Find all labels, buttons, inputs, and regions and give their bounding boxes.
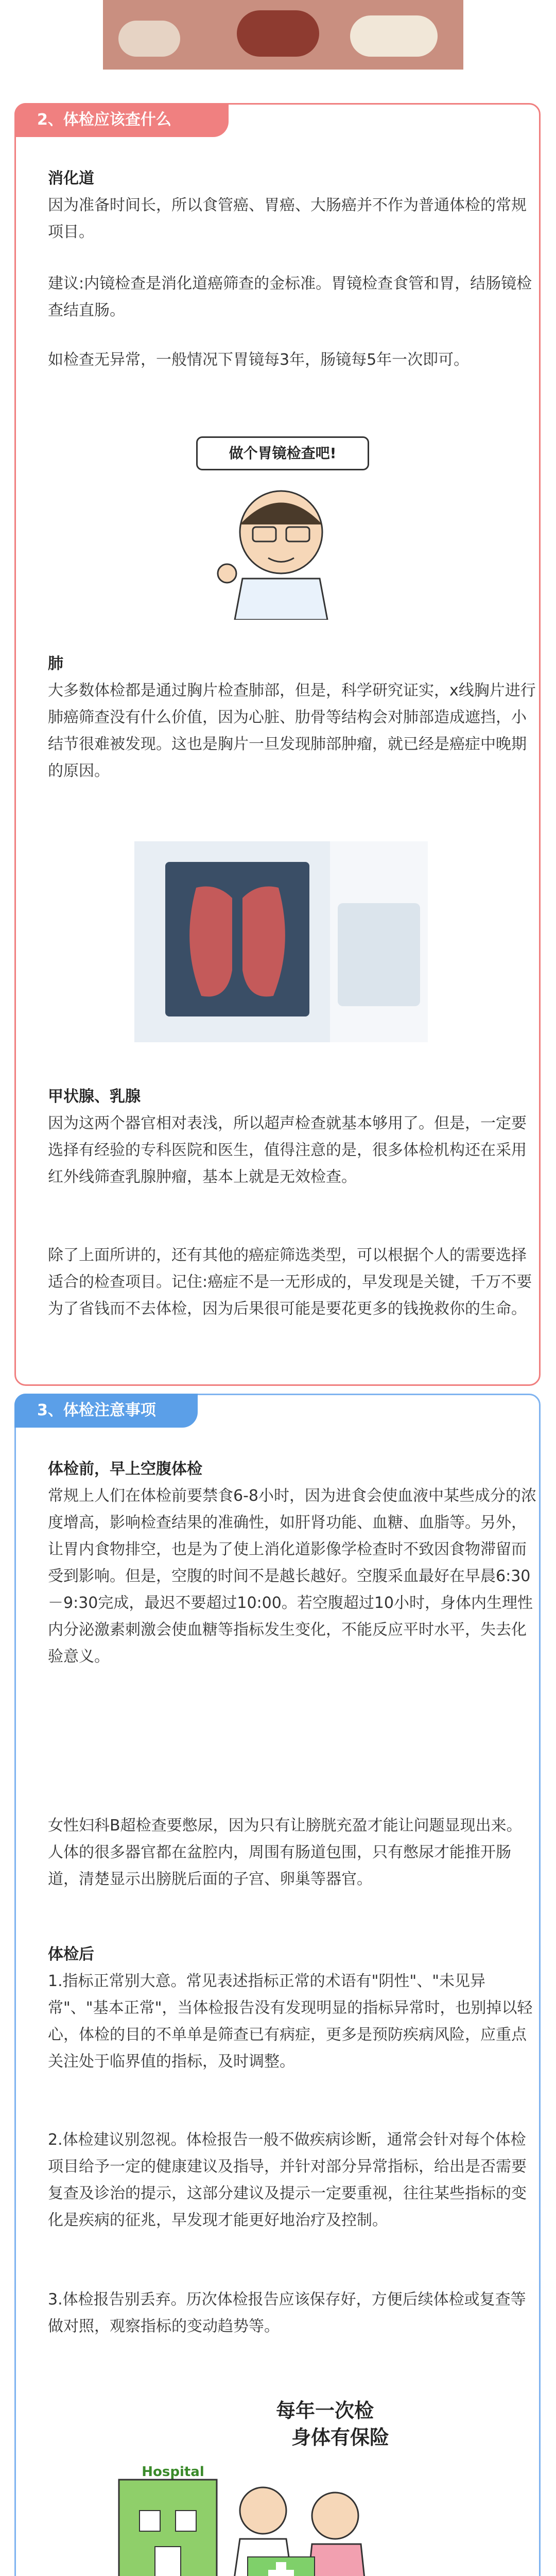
- gastro-paragraph-3: 如检查无异常，一般情况下胃镜每3年，肠镜每5年一次即可。: [48, 351, 470, 369]
- before-paragraph-1: 常规上人们在体检前要禁食6-8小时，因为进食会使血液中某些成分的浓度增高，影响检查结果的准确性，如肝肾功能、血糖、血脂等。另外，让胃内食物排空，也是为了使上消化道影像学检查时不致因食物滞留而受到影响。但是，空腹的时间不是越长越好。空腹采血最好在早晨6:30－9:30完成，最迟不要超过10:00。若空腹超过10小时，身体内生理性内分泌激素刺激会使血糖等指标发生变化，不能反应平时水平，失去化验意义。: [48, 1487, 536, 1666]
- lungs-icon: [134, 841, 428, 1042]
- checkup-slogan-line-2: 身体有保险: [291, 2426, 389, 2449]
- before-heading: 体检前，早上空腹体检: [48, 1460, 202, 1478]
- before-paragraph-2: 女性妇科B超检查要憋尿，因为只有让膀胱充盈才能让问题显现出来。人体的很多器官都在盆腔内，周围有肠道包围，只有憋尿才能推开肠道，清楚显示出膀胱后面的子宫、卵巢等器官。: [48, 1817, 522, 1888]
- annual-checkup-image: [109, 2392, 438, 2576]
- section-3-card: [14, 1394, 541, 2576]
- section-3-title: 3、体检注意事项: [14, 1394, 198, 1428]
- lung-xray-image: [134, 841, 428, 1042]
- gastro-heading: 消化道: [48, 170, 94, 188]
- gastro-paragraph-1: 因为准备时间长，所以食管癌、胃癌、大肠癌并不作为普通体检的常规项目。: [48, 196, 527, 241]
- after-heading: 体检后: [48, 1945, 94, 1963]
- thyroid-paragraph-2: 除了上面所讲的，还有其他的癌症筛选类型，可以根据个人的需要选择适合的检查项目。记住:癌症不是一无形成的，早发现是关键，千万不要为了省钱而不去体检，因为后果很可能是要花更多的钱挽救你的生命。: [48, 1246, 532, 1318]
- doctor-cartoon-image: [186, 429, 376, 620]
- checkup-slogan-line-1: 每年一次检: [275, 2399, 374, 2422]
- after-paragraph-2: 2.体检建议别忽视。体检报告一般不做疾病诊断，通常会针对每个体检项目给予一定的健康建议及指导，并针对部分异常指标，给出是否需要复查及诊治的提示，这部分建议及提示一定要重视，往往某些指标的变化是疾病的征兆，早发现才能更好地治疗及控制。: [48, 2131, 527, 2229]
- lung-heading: 肺: [48, 655, 63, 673]
- thyroid-paragraph-1: 因为这两个器官相对表浅，所以超声检查就基本够用了。但是，一定要选择有经验的专科医院和医生，值得注意的是，很多体检机构还在采用红外线筛查乳腺肿瘤，基本上就是无效检查。: [48, 1114, 527, 1186]
- food-photo: [103, 0, 463, 70]
- doctor-icon: [186, 476, 376, 620]
- section-2-title: 2、体检应该查什么: [14, 103, 229, 137]
- after-paragraph-3: 3.体检报告别丢弃。历次体检报告应该保存好，方便后续体检或复查等做对照，观察指标的变动趋势等。: [48, 2291, 526, 2335]
- thyroid-heading: 甲状腺、乳腺: [48, 1088, 141, 1106]
- lung-paragraph: 大多数体检都是通过胸片检查肺部，但是，科学研究证实，x线胸片进行肺癌筛查没有什么价值，因为心脏、肋骨等结构会对肺部造成遮挡，小结节很难被发现。这也是胸片一旦发现肺部肿瘤，就已经是癌症中晚期的原因。: [48, 682, 536, 780]
- gastro-paragraph-2: 建议:内镜检查是消化道癌筛查的金标准。胃镜检查食管和胃，结肠镜检查结直肠。: [48, 275, 532, 319]
- speech-bubble: 做个胃镜检查吧!: [196, 436, 369, 470]
- after-paragraph-1: 1.指标正常别大意。常见表述指标正常的术语有"阴性"、"未见异常"、"基本正常"，当体检报告没有发现明显的指标异常时，也别掉以轻心，体检的目的不单单是筛查已有病症，更多是预防疾病风险，应重点关注处于临界值的指标，及时调整。: [48, 1972, 533, 2071]
- hospital-sign: Hospital: [142, 2464, 204, 2480]
- section-2-card: [14, 103, 541, 1386]
